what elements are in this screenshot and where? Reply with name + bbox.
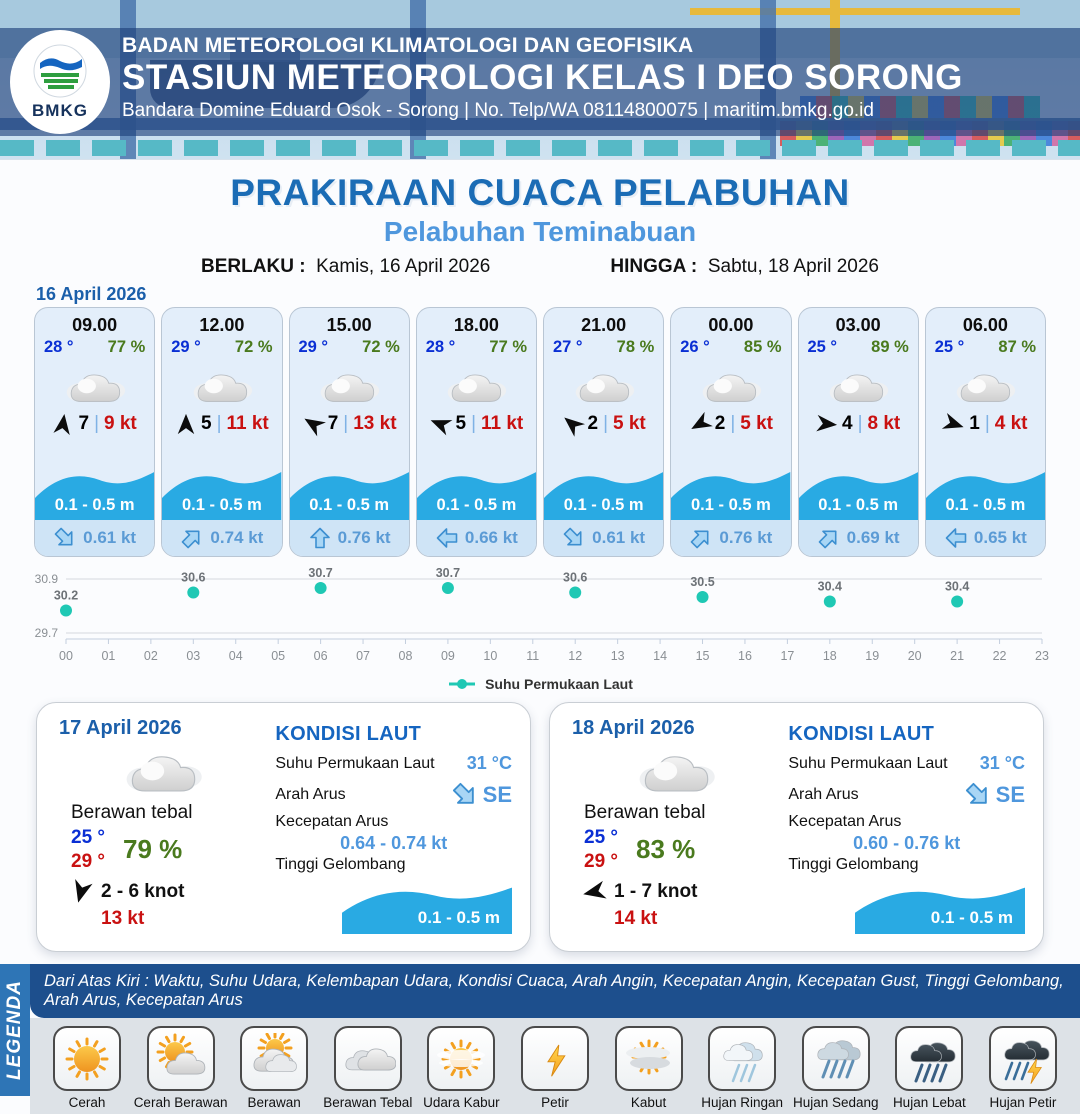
daily-temp-max: 29 ° xyxy=(584,850,619,872)
card-time: 21.00 xyxy=(581,315,627,335)
legend-item-label: Hujan Lebat xyxy=(892,1095,966,1110)
card-wave-height: 0.1 - 0.5 m xyxy=(436,496,517,514)
card-humidity: 77 % xyxy=(489,338,527,356)
svg-text:18: 18 xyxy=(822,649,837,663)
card-wind-speed: 4 xyxy=(841,413,853,434)
legend-item xyxy=(231,1026,317,1110)
card-current-row xyxy=(162,520,281,556)
hourly-card xyxy=(670,307,791,557)
card-humidity: 78 % xyxy=(616,338,655,356)
chart-legend-label: Suhu Permukaan Laut xyxy=(485,676,633,692)
card-gust-speed: 11 kt xyxy=(226,413,269,434)
current-direction-label: Arah Arus xyxy=(275,786,346,803)
wind-gust-divider: | xyxy=(471,413,476,434)
header-banner xyxy=(0,0,1080,160)
svg-text:03: 03 xyxy=(186,649,201,663)
svg-text:17: 17 xyxy=(780,649,795,663)
svg-text:30.6: 30.6 xyxy=(181,570,206,585)
wave-height-label: Tinggi Gelombang xyxy=(788,856,919,873)
daily-gust: 13 kt xyxy=(101,907,145,929)
hujan-lebat-icon xyxy=(901,1033,957,1085)
legend-icon-box xyxy=(427,1026,495,1091)
card-time: 18.00 xyxy=(453,315,499,335)
legend-icon-box xyxy=(240,1026,308,1091)
daily-temp-min: 25 ° xyxy=(584,827,619,848)
legend-icon-box xyxy=(147,1026,215,1091)
card-current-row xyxy=(544,520,663,556)
legend-caption: Dari Atas Kiri : Waktu, Suhu Udara, Kelembapan Udara, Kondisi Cuaca, Arah Angin, Kecepatan Angin, Kecepatan Gust, Tinggi Gelombang, Arah Arus, Kecepatan Arus xyxy=(30,964,1080,1018)
cloud-icon xyxy=(444,365,508,407)
daily-weather-text: Berawan tebal xyxy=(584,802,706,823)
legend-item-label: Cerah Berawan xyxy=(133,1095,228,1110)
legend-item-label: Hujan Petir xyxy=(989,1095,1057,1110)
berlaku-value: Kamis, 16 April 2026 xyxy=(316,256,491,277)
daily-card xyxy=(549,702,1044,952)
svg-text:06: 06 xyxy=(313,649,328,663)
card-wave-height: 0.1 - 0.5 m xyxy=(945,496,1026,514)
sea-conditions-heading: KONDISI LAUT xyxy=(788,723,935,745)
card-gust-speed: 5 kt xyxy=(740,413,773,434)
daily-temp-min: 25 ° xyxy=(71,827,106,848)
bmkg-logo xyxy=(10,30,110,134)
cloud-icon xyxy=(699,365,763,407)
card-wave-height: 0.1 - 0.5 m xyxy=(309,496,390,514)
forecast-date-label: 16 April 2026 xyxy=(36,284,147,304)
card-weather-icon-wrap xyxy=(290,365,409,407)
sst-chart xyxy=(0,557,1080,674)
legend-item-label: Berawan xyxy=(247,1095,301,1110)
legend-item-label: Kabut xyxy=(630,1095,667,1110)
card-wind-row xyxy=(926,413,1045,435)
card-temperature: 28 ° xyxy=(425,338,456,356)
daily-temp-max: 29 ° xyxy=(71,850,106,872)
sst-value: 31 °C xyxy=(979,753,1025,773)
bmkg-logo-text: BMKG xyxy=(32,101,88,120)
svg-text:07: 07 xyxy=(356,649,370,663)
cloud-icon xyxy=(572,365,636,407)
wind-direction-icon xyxy=(815,412,839,436)
card-temperature: 25 ° xyxy=(807,338,838,356)
wind-direction-icon xyxy=(685,409,715,439)
svg-text:22: 22 xyxy=(992,649,1007,663)
card-wind-row xyxy=(671,413,790,435)
card-wind-speed: 7 xyxy=(327,413,339,434)
header-station: STASIUN METEOROLOGI KELAS I DEO SORONG xyxy=(122,58,963,97)
legend-icon-box xyxy=(708,1026,776,1091)
card-wind-speed: 2 xyxy=(587,413,599,434)
current-direction-icon xyxy=(944,526,968,550)
card-weather-icon-wrap xyxy=(544,365,663,407)
legend-item-label: Cerah xyxy=(68,1095,106,1110)
current-speed-label: Kecepatan Arus xyxy=(788,813,902,830)
wind-direction-icon xyxy=(66,877,95,906)
legend-item xyxy=(980,1026,1066,1110)
card-temperature: 29 ° xyxy=(171,338,201,356)
page-title: PRAKIRAAN CUACA PELABUHAN xyxy=(230,172,850,213)
bmkg-logo-icon xyxy=(32,43,88,99)
card-humidity: 89 % xyxy=(871,338,909,356)
card-gust-speed: 4 kt xyxy=(994,413,1028,434)
wind-direction-icon xyxy=(557,409,588,440)
wind-direction-icon xyxy=(580,877,608,905)
legend-item xyxy=(886,1026,972,1110)
cloud-icon xyxy=(317,365,381,407)
daily-weather-icon-wrap xyxy=(59,744,267,798)
legend-item-label: Hujan Ringan xyxy=(701,1095,784,1110)
current-direction-icon xyxy=(48,521,82,555)
legend-item xyxy=(418,1026,504,1110)
cloud-icon xyxy=(634,744,718,798)
legend-icon-box xyxy=(802,1026,870,1091)
card-wave-height: 0.1 - 0.5 m xyxy=(690,496,771,514)
hourly-card xyxy=(543,307,664,557)
card-current-speed: 0.65 kt xyxy=(973,528,1027,547)
card-wave-band xyxy=(35,462,154,520)
wind-gust-divider: | xyxy=(343,413,349,434)
card-wind-row xyxy=(417,413,536,435)
card-wave-band xyxy=(671,462,790,520)
card-wind-speed: 5 xyxy=(200,413,212,434)
current-direction-icon xyxy=(958,775,998,815)
current-direction-icon xyxy=(445,775,485,815)
svg-text:30.7: 30.7 xyxy=(435,566,461,580)
card-gust-speed: 11 kt xyxy=(481,413,524,434)
legend-items-row xyxy=(30,1018,1080,1114)
wind-gust-divider: | xyxy=(984,413,990,434)
sst-label: Suhu Permukaan Laut xyxy=(788,754,948,772)
card-current-speed: 0.76 kt xyxy=(719,528,773,547)
legend-item-label: Petir xyxy=(541,1095,569,1110)
daily-humidity: 83 % xyxy=(636,834,696,865)
card-weather-icon-wrap xyxy=(35,365,154,407)
page-subtitle: Pelabuhan Teminabuan xyxy=(383,216,697,247)
card-wave-band xyxy=(799,462,918,520)
card-current-row xyxy=(671,520,790,556)
svg-text:01: 01 xyxy=(101,649,116,663)
card-time: 06.00 xyxy=(962,315,1008,335)
legend-icon-box xyxy=(521,1026,589,1091)
svg-text:10: 10 xyxy=(483,649,498,663)
legend-item xyxy=(133,1026,228,1110)
hingga-label: HINGGA : xyxy=(610,256,698,277)
daily-gust: 14 kt xyxy=(614,907,658,929)
petir-icon xyxy=(527,1033,583,1085)
current-direction-icon xyxy=(684,521,718,555)
hourly-card xyxy=(34,307,155,557)
svg-text:16: 16 xyxy=(738,649,752,663)
svg-text:30.4: 30.4 xyxy=(944,579,970,594)
daily-wave-height: 0.1 - 0.5 m xyxy=(930,908,1013,927)
card-wind-speed: 2 xyxy=(714,413,726,434)
daily-wave-height: 0.1 - 0.5 m xyxy=(417,908,500,927)
card-wind-speed: 1 xyxy=(969,413,980,434)
svg-text:11: 11 xyxy=(526,649,540,663)
svg-text:00: 00 xyxy=(59,649,73,663)
card-current-speed: 0.61 kt xyxy=(83,528,137,547)
berawan-tebal-icon xyxy=(340,1033,396,1085)
card-time: 03.00 xyxy=(835,315,881,335)
svg-text:12: 12 xyxy=(568,649,583,663)
current-direction-icon xyxy=(812,521,846,555)
svg-text:15: 15 xyxy=(695,649,710,663)
udara-kabur-icon xyxy=(433,1033,489,1085)
card-temperature: 27 ° xyxy=(553,338,583,356)
card-current-row xyxy=(35,520,154,556)
legend-icon-box xyxy=(53,1026,121,1091)
card-wind-speed: 5 xyxy=(455,413,467,434)
card-wind-row xyxy=(162,413,281,435)
daily-wave-band xyxy=(855,878,1025,934)
daily-wind-row xyxy=(582,880,780,904)
card-wave-height: 0.1 - 0.5 m xyxy=(818,496,899,514)
card-humidity: 87 % xyxy=(998,338,1036,356)
card-wave-band xyxy=(290,462,409,520)
daily-card xyxy=(36,702,531,952)
svg-text:23: 23 xyxy=(1035,649,1049,663)
wind-direction-icon xyxy=(298,409,328,439)
hourly-card xyxy=(798,307,919,557)
card-current-speed: 0.69 kt xyxy=(846,528,900,547)
svg-text:08: 08 xyxy=(398,649,413,663)
cloud-icon xyxy=(953,365,1017,407)
header-agency: BADAN METEOROLOGI KLIMATOLOGI DAN GEOFISIKA xyxy=(122,34,694,57)
daily-wind-range: 1 - 7 knot xyxy=(614,880,698,902)
hujan-petir-icon xyxy=(995,1033,1051,1085)
svg-text:30.6: 30.6 xyxy=(563,570,588,585)
sst-label: Suhu Permukaan Laut xyxy=(275,754,435,772)
card-time: 12.00 xyxy=(199,315,245,335)
cloud-icon xyxy=(826,365,890,407)
legend-item xyxy=(44,1026,130,1110)
card-temperature: 25 ° xyxy=(934,338,965,356)
svg-text:04: 04 xyxy=(228,649,243,663)
card-temperature: 26 ° xyxy=(680,338,710,356)
legend-item xyxy=(699,1026,785,1110)
hourly-card xyxy=(289,307,410,557)
current-direction-icon xyxy=(308,526,332,550)
card-gust-speed: 9 kt xyxy=(104,413,137,434)
svg-text:09: 09 xyxy=(440,649,455,663)
cerah-berawan-icon xyxy=(153,1033,209,1085)
wind-gust-divider: | xyxy=(857,413,863,434)
card-current-speed: 0.74 kt xyxy=(210,528,264,547)
current-direction-icon xyxy=(435,526,459,550)
wind-direction-icon xyxy=(51,412,76,437)
sea-conditions-panel xyxy=(788,717,1025,935)
card-time: 15.00 xyxy=(326,315,372,335)
legend-icon-box xyxy=(895,1026,963,1091)
legend-icon-box xyxy=(989,1026,1057,1091)
card-wave-height: 0.1 - 0.5 m xyxy=(181,496,262,514)
cloud-icon xyxy=(121,744,205,798)
card-current-speed: 0.61 kt xyxy=(592,528,646,547)
kabut-icon xyxy=(621,1033,677,1085)
card-temperature: 29 ° xyxy=(298,338,329,356)
card-weather-icon-wrap xyxy=(926,365,1045,407)
legend-item-label: Hujan Sedang xyxy=(792,1095,879,1110)
card-wave-band xyxy=(926,462,1045,520)
card-wind-speed: 7 xyxy=(78,413,90,434)
wind-direction-icon xyxy=(940,410,968,438)
daily-cards-row xyxy=(0,692,1080,952)
wave-height-label: Tinggi Gelombang xyxy=(275,856,406,873)
card-weather-icon-wrap xyxy=(162,365,281,407)
current-speed-label: Kecepatan Arus xyxy=(275,813,389,830)
svg-text:02: 02 xyxy=(143,649,158,663)
berawan-icon xyxy=(246,1033,302,1085)
card-current-row xyxy=(799,520,918,556)
card-wave-height: 0.1 - 0.5 m xyxy=(54,496,135,514)
current-speed-value: 0.60 - 0.76 kt xyxy=(853,833,961,853)
card-wave-height: 0.1 - 0.5 m xyxy=(563,496,644,514)
card-wave-band xyxy=(162,462,281,520)
chart-legend-marker-icon xyxy=(447,678,477,690)
legend-item xyxy=(512,1026,598,1110)
card-humidity: 77 % xyxy=(107,338,146,356)
legend-item xyxy=(793,1026,879,1110)
card-wind-row xyxy=(290,413,409,435)
wind-gust-divider: | xyxy=(603,413,608,434)
card-wind-row xyxy=(544,413,663,435)
card-time: 00.00 xyxy=(708,315,754,335)
daily-date: 18 April 2026 xyxy=(572,717,695,739)
hingga-value: Sabtu, 18 April 2026 xyxy=(707,256,879,277)
svg-text:30.2: 30.2 xyxy=(53,588,79,603)
legend-side-strip xyxy=(0,964,30,1096)
legend-icon-box xyxy=(615,1026,683,1091)
daily-humidity: 79 % xyxy=(123,834,183,865)
current-speed-value: 0.64 - 0.74 kt xyxy=(340,833,448,853)
svg-text:29.7: 29.7 xyxy=(34,626,58,640)
current-direction-icon xyxy=(557,521,591,555)
cloud-icon xyxy=(63,365,127,407)
svg-text:20: 20 xyxy=(907,649,922,663)
hujan-sedang-icon xyxy=(808,1033,864,1085)
card-weather-icon-wrap xyxy=(799,365,918,407)
legend-vertical-label: LEGENDA xyxy=(4,980,25,1080)
card-humidity: 85 % xyxy=(743,338,782,356)
card-temperature: 28 ° xyxy=(44,338,74,356)
svg-text:21: 21 xyxy=(950,649,965,663)
wind-direction-icon xyxy=(175,413,197,435)
svg-text:05: 05 xyxy=(271,649,286,663)
legend-item xyxy=(325,1026,411,1110)
svg-text:14: 14 xyxy=(653,649,668,663)
card-wind-row xyxy=(35,413,154,435)
current-direction-value: SE xyxy=(482,782,512,807)
hourly-card xyxy=(161,307,282,557)
daily-wind-row xyxy=(69,880,267,904)
card-weather-icon-wrap xyxy=(417,365,536,407)
sea-conditions-heading: KONDISI LAUT xyxy=(275,723,422,745)
card-weather-icon-wrap xyxy=(671,365,790,407)
card-current-row xyxy=(290,520,409,556)
svg-text:30.9: 30.9 xyxy=(34,572,58,586)
svg-text:30.4: 30.4 xyxy=(817,579,842,594)
card-current-row xyxy=(926,520,1045,556)
daily-wave-band xyxy=(342,878,512,934)
chart-legend xyxy=(0,676,1080,692)
card-wave-band xyxy=(417,462,536,520)
card-gust-speed: 13 kt xyxy=(353,413,397,434)
current-direction-value: SE xyxy=(995,782,1025,807)
svg-text:13: 13 xyxy=(610,649,625,663)
berlaku-label: BERLAKU : xyxy=(201,256,306,277)
wind-direction-icon xyxy=(426,410,455,439)
cloud-icon xyxy=(190,365,254,407)
sea-conditions-panel xyxy=(275,717,512,935)
hourly-card xyxy=(925,307,1046,557)
svg-text:30.7: 30.7 xyxy=(308,566,333,580)
hujan-ringan-icon xyxy=(714,1033,770,1085)
wind-gust-divider: | xyxy=(94,413,99,434)
legend-icon-box xyxy=(334,1026,402,1091)
card-time: 09.00 xyxy=(72,315,118,335)
legend-item-label: Berawan Tebal xyxy=(323,1095,413,1110)
legend-band xyxy=(0,964,1080,1110)
card-humidity: 72 % xyxy=(234,338,273,356)
validity-row xyxy=(0,256,1080,278)
wind-gust-divider: | xyxy=(730,413,736,434)
sst-chart-plot xyxy=(20,565,1060,669)
cerah-icon xyxy=(59,1033,115,1085)
card-humidity: 72 % xyxy=(362,338,400,356)
svg-text:30.5: 30.5 xyxy=(690,575,715,589)
legend-item-label: Udara Kabur xyxy=(423,1095,500,1110)
daily-weather-icon-wrap xyxy=(572,744,780,798)
svg-text:19: 19 xyxy=(865,649,880,663)
sst-value: 31 °C xyxy=(466,753,512,773)
daily-date: 17 April 2026 xyxy=(59,717,182,739)
card-current-row xyxy=(417,520,536,556)
legend-item xyxy=(606,1026,692,1110)
card-wind-row xyxy=(799,413,918,435)
daily-wind-range: 2 - 6 knot xyxy=(101,880,185,902)
card-current-speed: 0.76 kt xyxy=(337,528,391,547)
current-direction-icon xyxy=(175,521,209,555)
daily-weather-text: Berawan tebal xyxy=(71,802,193,823)
hourly-cards-row xyxy=(0,307,1080,557)
current-direction-label: Arah Arus xyxy=(788,786,859,803)
header-contact: Bandara Domine Eduard Osok - Sorong | No. Telp/WA 08114800075 | maritim.bmkg.go.id xyxy=(122,100,874,122)
card-gust-speed: 5 kt xyxy=(613,413,646,434)
card-gust-speed: 8 kt xyxy=(867,413,901,434)
card-current-speed: 0.66 kt xyxy=(464,528,518,547)
card-wave-band xyxy=(544,462,663,520)
wind-gust-divider: | xyxy=(216,413,222,434)
hourly-card xyxy=(416,307,537,557)
